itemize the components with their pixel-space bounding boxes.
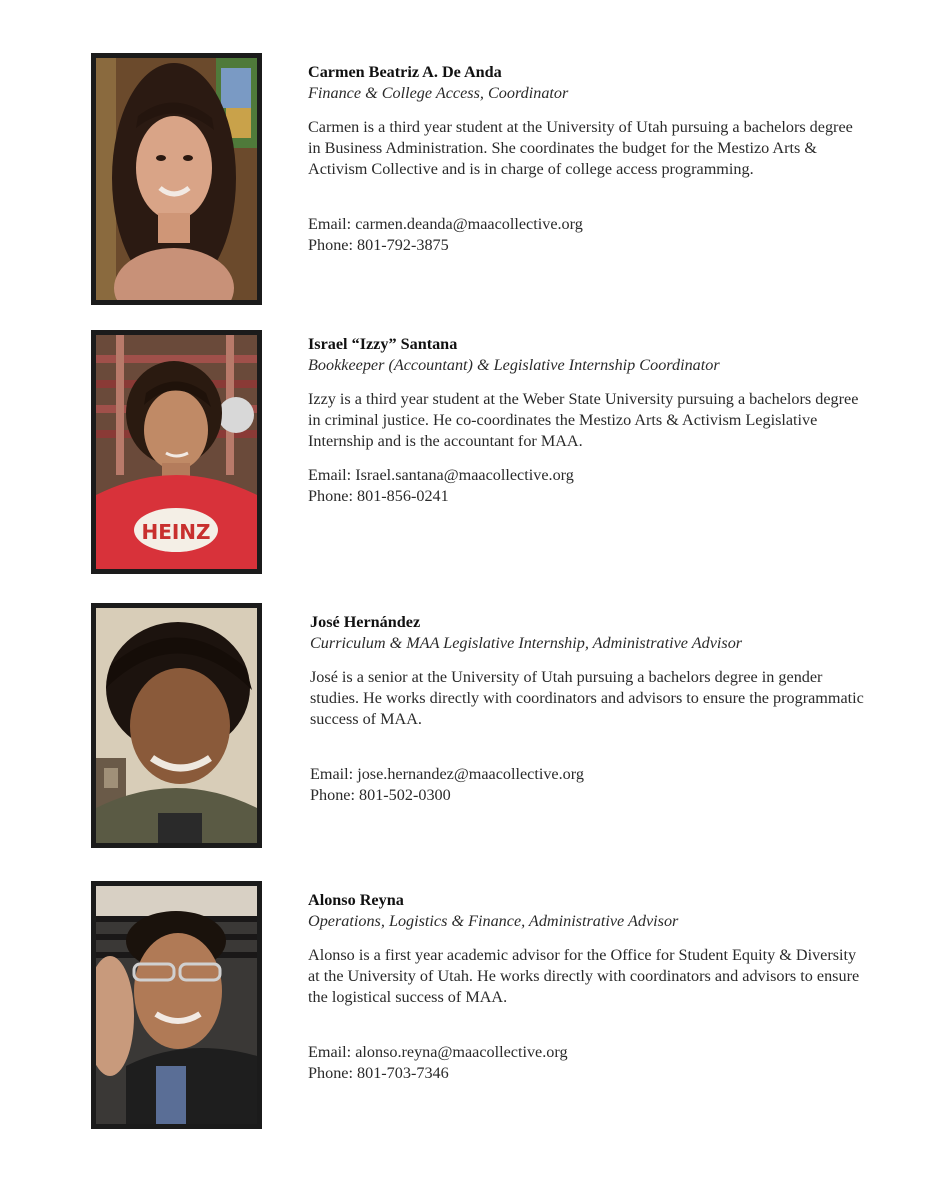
profile-role: Curriculum & MAA Legislative Internship, Administrative Advisor — [310, 634, 743, 652]
portrait-image — [96, 886, 257, 1124]
profile-bio: José is a senior at the University of Utah pursuing a bachelors degree in gender studies. He works directly with coordinators and advisors to ensure the programmatic success of MAA. — [310, 668, 864, 728]
profile-photo-carmen — [91, 53, 262, 305]
portrait-image — [96, 608, 257, 843]
profile-email[interactable]: Email: jose.hernandez@maacollective.org — [310, 765, 584, 783]
profile-photo-jose — [91, 603, 262, 848]
profile-role: Finance & College Access, Coordinator — [308, 84, 569, 102]
profile-contact — [308, 214, 868, 256]
shirt-logo-text: HEINZ — [141, 520, 211, 544]
profile-email[interactable]: Email: carmen.deanda@maacollective.org — [308, 215, 583, 233]
profile-email[interactable]: Email: alonso.reyna@maacollective.org — [308, 1043, 568, 1061]
portrait-image — [96, 335, 257, 569]
profile-phone: Phone: 801-856-0241 — [308, 487, 449, 505]
profile-contact — [308, 465, 868, 507]
profile-bio: Alonso is a first year academic advisor for the Office for Student Equity & Diversity at the University of Utah. He works directly with coordinators and advisors to ensure the logistical success of MAA. — [308, 946, 860, 1006]
profile-role: Bookkeeper (Accountant) & Legislative Internship Coordinator — [308, 356, 720, 374]
profile-info-izzy — [308, 334, 868, 507]
profile-phone: Phone: 801-703-7346 — [308, 1064, 449, 1082]
profile-info-jose — [310, 612, 870, 806]
profile-role: Operations, Logistics & Finance, Administrative Advisor — [308, 912, 679, 930]
profile-phone: Phone: 801-792-3875 — [308, 236, 449, 254]
profile-name: Carmen Beatriz A. De Anda — [308, 63, 502, 81]
profile-email[interactable]: Email: Israel.santana@maacollective.org — [308, 466, 574, 484]
profile-photo-izzy — [91, 330, 262, 574]
profile-photo-alonso — [91, 881, 262, 1129]
profile-info-alonso — [308, 890, 868, 1084]
profile-bio: Carmen is a third year student at the University of Utah pursuing a bachelors degree in Business Administration. She coordinates the budget for the Mestizo Arts & Activism Collective and is in charge of college access programming. — [308, 118, 853, 178]
profile-name: Alonso Reyna — [308, 891, 404, 909]
profile-phone: Phone: 801-502-0300 — [310, 786, 451, 804]
portrait-image — [96, 58, 257, 300]
profile-info-carmen — [308, 62, 868, 256]
profile-bio: Izzy is a third year student at the Weber State University pursuing a bachelors degree in criminal justice. He co-coordinates the Mestizo Arts & Activism Legislative Internship and is the accountant for MAA. — [308, 390, 859, 450]
profile-name: José Hernández — [310, 613, 421, 631]
profile-contact — [310, 764, 870, 806]
profile-name: Israel “Izzy” Santana — [308, 335, 458, 353]
profile-contact — [308, 1042, 868, 1084]
